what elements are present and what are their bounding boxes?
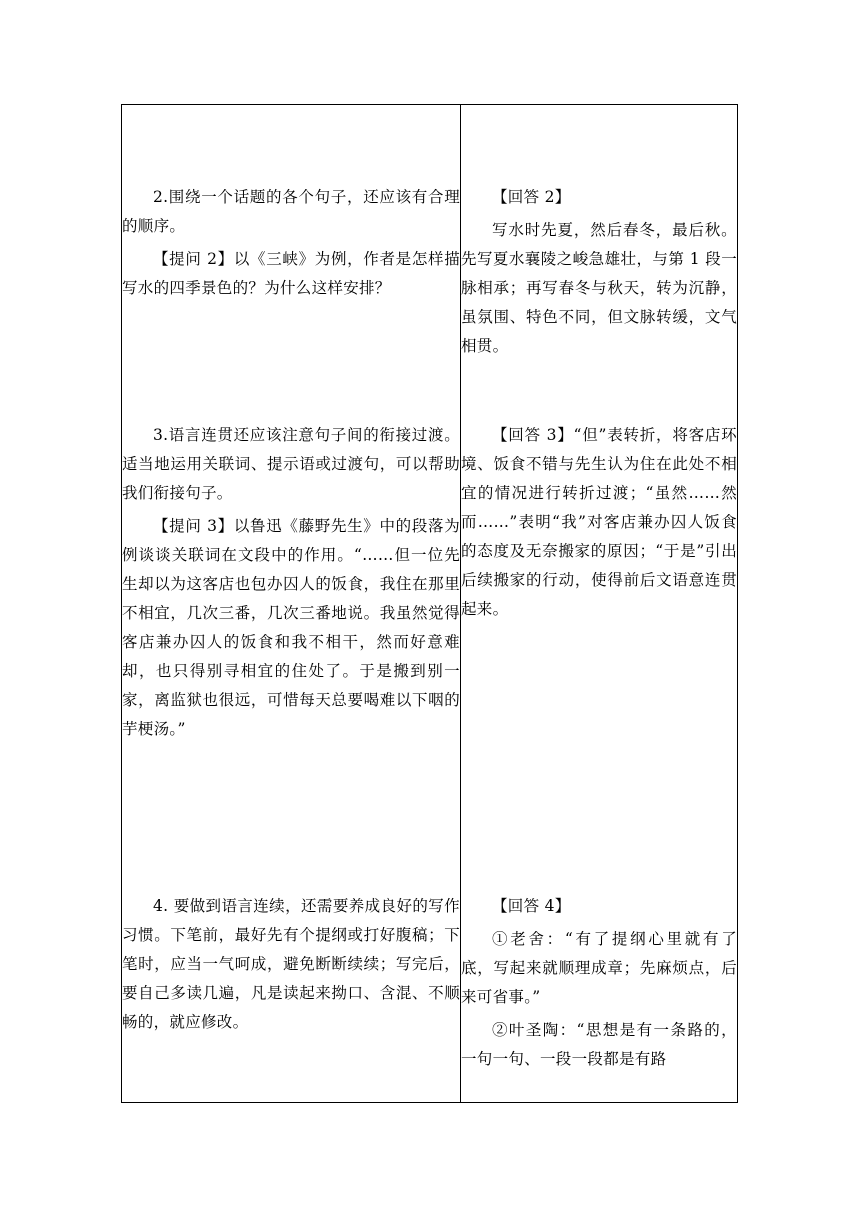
answer-4-laoshe: ①老舍：“有了提纲心里就有了底，写起来就顺理成章；先麻烦点，后来可省事。” xyxy=(461,930,737,1006)
left-section-3 xyxy=(122,421,460,744)
left-section-3-intro: 3.语言连贯还应该注意句子间的衔接过渡。适当地运用关联词、提示语或过渡句，可以帮助我们衔接句子。 xyxy=(122,426,460,502)
left-column xyxy=(122,105,460,1102)
answer-3 xyxy=(461,421,737,624)
left-section-4-intro: 4. 要做到语言连续，还需要养成良好的写作习惯。下笔前，最好先有个提纲或打好腹稿；下笔时，应当一气呵成，避免断断续续；写完后，要自己多读几遍，凡是读起来拗口、含混、不顺畅的，就应修改。 xyxy=(122,897,460,1031)
question-3: 【提问 3】以鲁迅《藤野先生》中的段落为例谈谈关联词在文段中的作用。“……但一位先生却以为这客店也包办囚人的饭食，我住在那里不相宜，几次三番，几次三番地说。我虽然觉得客店兼办囚人的饭食和我不相干，然而好意难却，也只得别寻相宜的住处了。于是搬到别一家，离监狱也很远，可惜每天总要喝难以下咽的芋梗汤。” xyxy=(122,517,460,738)
left-section-4 xyxy=(122,892,460,1037)
answer-2-heading: 【回答 2】 xyxy=(492,188,571,206)
answer-2 xyxy=(461,183,737,361)
content-table xyxy=(121,104,738,1103)
left-section-2 xyxy=(122,183,460,303)
answer-4-yeshengtao: ②叶圣陶：“思想是有一条路的，一句一句、一段一段都是有路 xyxy=(461,1021,737,1068)
question-2: 【提问 2】以《三峡》为例，作者是怎样描写水的四季景色的？为什么这样安排？ xyxy=(122,250,460,297)
answer-4-heading: 【回答 4】 xyxy=(492,897,571,915)
answer-2-text: 写水时先夏，然后春冬，最后秋。先写夏水襄陵之峻急雄壮，与第 1 段一脉相承；再写春冬与秋天，转为沉静，虽氛围、特色不同，但文脉转缓，文气相贯。 xyxy=(461,221,737,355)
left-section-2-intro: 2.围绕一个话题的各个句子，还应该有合理的顺序。 xyxy=(122,188,460,235)
right-column xyxy=(461,105,737,1102)
answer-4 xyxy=(461,892,737,1074)
answer-3-text: 【回答 3】“但”表转折，将客店环境、饭食不错与先生认为住在此处不相宜的情况进行转折过渡；“虽然……然而……”表明“我”对客店兼办囚人饭食的态度及无奈搬家的原因；“于是”引出后续搬家的行动，使得前后文语意连贯起来。 xyxy=(461,426,737,618)
